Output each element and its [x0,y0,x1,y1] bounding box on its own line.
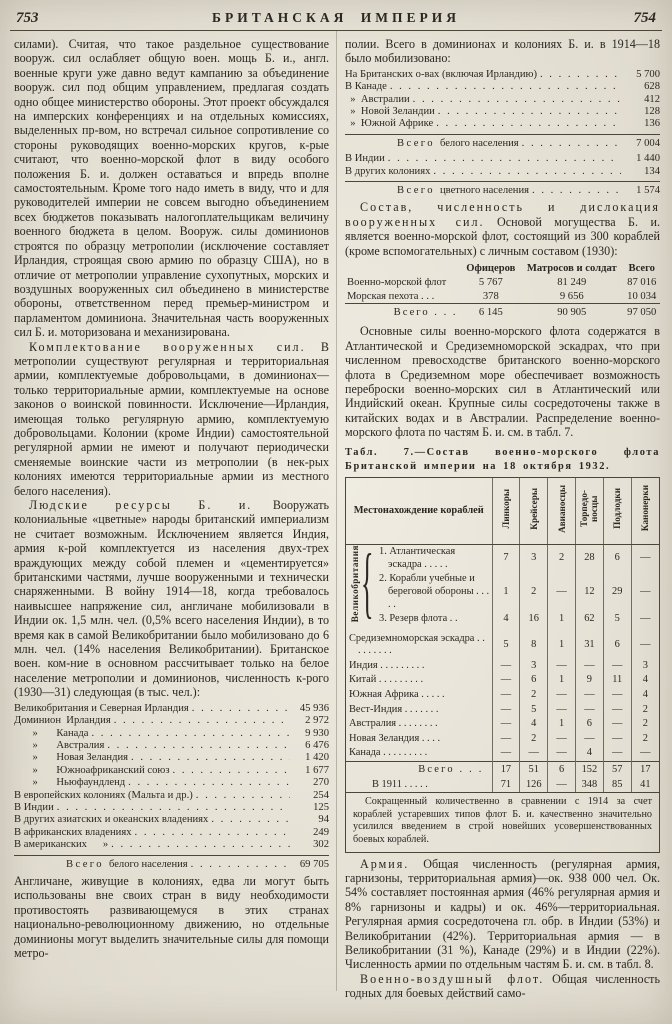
row-value: 94 [318,814,329,826]
cell-value: 10 034 [627,290,657,302]
row-label: » Канада [14,727,89,739]
dot-leader [438,106,621,118]
cell-value: — [575,732,603,747]
dot-leader [388,153,621,165]
mobilization-total-white [345,138,660,150]
table-row [14,777,329,789]
row-value: 302 [313,839,329,851]
table-row [14,728,329,740]
cell-value: 7 [492,545,520,573]
vertical-group-label: Великобритания [350,544,360,623]
cell-value: 348 [575,778,603,793]
dot-leader [128,777,290,789]
dot-leader [111,839,290,851]
paragraph-recruitment [14,340,329,498]
cell-value: 6 [603,545,631,573]
group-label-britain [350,537,374,627]
table-header-row [345,262,660,276]
row-label: В других азиатских и океанских владениях [14,814,209,826]
cell-value: 126 [520,778,548,793]
cell-value: — [603,688,631,703]
dot-leader [433,166,621,178]
total-label-rest: цветного населения [439,185,530,197]
dot-leader [107,740,290,752]
population-table [14,703,329,852]
left-column [14,37,329,1001]
cell-value: 4 [492,612,520,627]
cell-value: 9 656 [559,290,584,302]
total-label [397,185,529,197]
row-label: Великобритания и Северная Ирландия [14,702,189,714]
total-rule [14,855,329,856]
total-rule [345,134,660,135]
section-heading: Военно-воздушный флот. [360,971,545,986]
cell-value: 6 145 [462,304,521,320]
cell-value: 2 [631,732,659,747]
table-row [14,790,329,802]
row-label: » Южной Африке [345,118,434,130]
total-label-spaced: Всего [397,185,435,197]
cell-value: 4 [575,746,603,761]
row-value: 45 936 [299,702,329,714]
row-value: 1 440 [636,153,660,165]
dot-leader [91,728,290,740]
row-label: 3. Резерв флота . . [379,613,458,625]
cell-value: 5 [603,612,631,627]
column-header [548,478,576,545]
cell-value: 85 [603,778,631,793]
column-header [492,478,520,545]
cell-value: 41 [631,778,659,793]
cell-value: — [603,717,631,732]
section-heading: Армия. [360,856,410,871]
paragraph-army [345,857,660,972]
page-title: БРИТАНСКАЯ ИМПЕРИЯ [212,10,460,25]
mobilization-table [345,69,660,131]
row-value: 628 [644,81,660,93]
mobilization-table-colored [345,153,660,178]
corner-cell [345,262,462,276]
cell-value: 81 249 [557,276,587,288]
cell-value: 2 [548,545,576,573]
paragraph-text: Основой могущества Б. и. является военно-морской флот, состоящий из 300 кораблей (кроме вспомогательных) с личным составом (1930): [345,214,660,258]
cell-value: 17 [631,762,659,778]
paragraph-text: В метрополии существуют регулярная и территориальная армии, комплектуемые добровольцами, в доминионах—только территориальные армии, комплектуемые на основе законов о воинской повинности. Исключение—Ирландия, имеющая только регулярную армию, комплектуемую добровольцами. Колонии (кроме Индии) самостоятельной регулярной армии не имеют и получают периодически сменяемые воинские части из метрополии (в нек-рых колониях имеются территориальные армии из местного белого населения). [14,339,329,498]
cell-value: — [492,703,520,718]
cell-value: 8 [520,632,548,659]
vertical-header-text: Крейсеры [528,487,539,530]
cell-value: 1 [548,632,576,659]
table-row [345,276,660,290]
cell-value: 29 [603,572,631,612]
page-number-right: 754 [633,10,656,26]
cell-value: 5 [520,703,548,718]
table-row [346,746,659,761]
cell-value: — [548,688,576,703]
dot-leader [192,703,290,715]
row-label: » Ньюфаундленд [14,777,126,789]
dot-leader [413,94,621,106]
paragraph-composition [345,200,660,258]
table-row [346,612,659,627]
row-label: Китай . . . . . . . . . [349,674,424,686]
row-label: В американских » [14,839,109,851]
cell-value: 57 [603,762,631,778]
cell-value: — [575,688,603,703]
table7-caption: Табл. 7.—Состав военно-морского флота Британской империи на 18 октября 1932. [345,446,660,472]
cell-value: 1 [492,572,520,612]
vertical-header-text: Торпедоносцы [579,490,600,528]
dot-leader [211,814,290,826]
cell-value: — [631,632,659,659]
cell-value: — [575,703,603,718]
cell-value: — [492,732,520,747]
cell-value: 12 [575,572,603,612]
row-label: 2. Корабли учебные и береговой обороны . . . . . [379,573,490,610]
table-row [346,632,659,659]
dot-leader [522,138,621,150]
cell-value: 17 [492,762,520,778]
cell-value: — [492,746,520,761]
total-row [14,859,329,871]
corner-header: Местонахождение кораблей [346,478,492,545]
cell-value: — [492,688,520,703]
total-value: 69 705 [299,858,329,870]
text-columns [0,31,672,1001]
cell-value: — [548,703,576,718]
dot-leader [390,81,621,93]
cell-value: 90 905 [520,304,623,320]
dot-leader [532,185,621,197]
table-row [345,106,660,118]
cell-value: — [492,659,520,674]
column-header [631,478,659,545]
row-value: 6 476 [305,739,329,751]
cell-value: — [492,673,520,688]
table-row [346,717,659,732]
table-row [346,545,659,573]
cell-value: — [631,572,659,612]
table-row [345,81,660,93]
total-value: 1 574 [636,185,660,197]
row-value: 412 [644,93,660,105]
dot-leader [436,118,621,130]
row-value: 1 677 [305,764,329,776]
column-header [603,478,631,545]
total-label-spaced: Всего [66,858,104,870]
cell-value: 152 [575,762,603,778]
row-label: Новая Зеландия . . . . [349,732,441,744]
row-label: Средиземноморская эскадра . . . . . . . . . [349,632,485,657]
cell-value: 378 [482,290,499,302]
column-header: Всего [628,263,655,275]
dot-leader [540,69,621,81]
total-row [345,185,660,197]
paragraph-text: Общая численность (регулярная армия, гарнизоны, территориальная армия)—ок. 938 000 чел. Ок. 54% составляет постоянная армия (46% регулярная армия и 8% гарнизоны и кадры) и ок. 46%—территориальная. Регулярная армия сосредоточена гл. обр. в Индии (53%) и Великобритании (42%). Территориальная армия — в Великобритании (31 %), Канаде (29%) и в Индии (22%). Численность армии по отдельным частям Б. и. см. в табл. 8. [345,856,660,972]
page-header [0,0,672,27]
cell-value: 6 [520,673,548,688]
cell-value: — [603,703,631,718]
table-row [345,153,660,165]
row-value: 125 [313,801,329,813]
navy-personnel-table [345,262,660,320]
cell-value: 2 [520,572,548,612]
row-value: 2 972 [305,715,329,727]
cell-value: 3 [520,545,548,573]
row-label: Канада . . . . . . . . . [349,747,428,759]
row-value: 134 [644,165,660,177]
cell-value: 2 [520,732,548,747]
row-label: » Новая Зеландия [14,752,129,764]
group-brace: { [361,537,374,627]
dot-leader [191,859,290,871]
cell-value: 28 [575,545,603,573]
row-label: В 1911 . . . . . [372,778,428,790]
table-row [346,659,659,674]
table-row [345,118,660,130]
cell-value: 71 [492,778,520,793]
table-row [14,740,329,752]
table-row [346,688,659,703]
population-total [14,859,329,871]
row-label: Австралия . . . . . . . . [349,718,438,730]
paragraph-airforce [345,972,660,1001]
row-label: Вест-Индия . . . . . . . [349,703,439,715]
cell-value: 2 [631,703,659,718]
paragraph-mobilized: полии. Всего в доминионах и колониях Б. и. в 1914—18 было мобилизовано: [345,37,660,66]
cell-value: 97 050 [623,304,660,320]
table-row [14,802,329,814]
dot-leader [131,752,290,764]
cell-value: 4 [631,688,659,703]
total-label [66,859,188,871]
cell-value: 87 016 [627,276,657,288]
row-label: Доминион Ирландия [14,715,111,727]
total-label-spaced: Всего [397,137,435,149]
cell-value: — [492,717,520,732]
cell-value: 31 [575,632,603,659]
total-label: Всего . . . [345,304,462,320]
cell-value: 2 [520,688,548,703]
table-row [14,814,329,826]
right-column [345,37,660,1001]
cell-value: 1 [548,612,576,627]
column-header [520,478,548,545]
column-header: Матросов и солдат [526,263,617,275]
table-row [345,69,660,81]
paragraph-forces: силами). Считая, что такое раздельное существование вооруж. сил ослабляет общую воен. мощь Б. и., англ. военные круги уже давно ведут кампанию за объединение вооруж. сил под общим управлением, предлагая создать одно общее министерство обороны. Этот проект обсуждался на имперских конференциях и на отдельных комиссиях, выделенных пр-вом, но встречал сильное сопротивление со стороны руководящих военно-морских кругов, к-рые считают, что военно-морской флот в виду особого положения Б. и. должен оставаться и впредь вполне самостоятельным. Кроме того надо иметь в виду, что и для руководителей империи не совсем выгодно объединением всех бюджетов показывать налогоплательщикам величину военного бюджета в целом. Вооруж. силы доминионов строятся по образцу метрополии (исключение составляет Ирландия, строящая свою армию по образцу США), но в отличие от метрополии управление сухопутных, морских и воздушных вооруженных сил объединено в министерстве обороны, ответственном перед премьер-министром и парламентом доминиона. Значительная часть вооруженных сил Б. и. моторизована и механизирована. [14,37,329,340]
cell-value: 3 [631,659,659,674]
vertical-header-text: Канонерки [640,485,651,532]
total-row [345,138,660,150]
row-label: » Южноафриканский союз [14,764,170,776]
cell-value: 9 [575,673,603,688]
paragraph-text: Общая численность годных для боевых действий само- [345,971,660,1001]
cell-value: — [548,572,576,612]
cell-value: 11 [603,673,631,688]
row-label: На Британских о-вах (включая Ирландию) [345,68,537,80]
cell-value: 62 [575,612,603,627]
cell-value: 6 [548,762,576,778]
section-heading: Комплектование вооруженных сил. [29,339,306,354]
paragraph-text: Вооружать колониальные «цветные» народы британский империализм не считает возможным. Исключением является Индия, армия к-рой комплектуется из населения двух-трех враждующих между собой племен и «цементируется» британскими частями, лучше вооруженными и технически снаряженными. В войну 1914—18, когда требовалось наивысшее напряжение сил, англичане мобилизовали в Индии ок. 1,5 млн. чел. (0,5% всего населения Индии), в то время как в самой Великобритании было мобилизовано до 6 млн. чел. (14% населения Великобритании). Британское воен. ком-ние в основном рассчитывает только на белое население метрополии и доминионов, численность к-рого (1930—31) следующая (в тыс. чел.): [14,498,329,700]
row-label: » Австралии [345,93,410,105]
row-label: В африканских владениях [14,826,132,838]
dot-leader [57,802,290,814]
fleet-distribution-table [345,477,660,853]
cell-value: 1 [548,673,576,688]
paragraph-manpower [14,498,329,700]
row-value: 136 [644,118,660,130]
cell-value: — [548,778,576,793]
column-header: Офицеров [466,263,516,275]
table-row [346,703,659,718]
vertical-header-text: Подлодки [612,488,623,529]
row-value: 5 700 [636,68,660,80]
row-value: 270 [313,777,329,789]
table-row [346,572,659,612]
row-value: 1 420 [305,752,329,764]
table-row [346,732,659,747]
table-row [14,765,329,777]
row-1911 [346,778,659,793]
dot-leader [135,827,290,839]
row-label: В европейских колониях (Мальта и др.) [14,789,193,801]
cell-value: — [603,732,631,747]
total-label-rest: белого населения [108,858,188,870]
row-label: » Австралия [14,739,105,751]
row-label: Морская пехота . . . [347,290,435,302]
row-value: 254 [313,789,329,801]
cell-value: — [603,659,631,674]
total-label-rest: белого населения [439,137,519,149]
row-label: » Новой Зеландии [345,106,435,118]
table-row [14,827,329,839]
cell-value: 4 [520,717,548,732]
cell-value: 6 [575,717,603,732]
row-value: 249 [313,826,329,838]
row-label: Индия . . . . . . . . . [349,659,425,671]
row-label: 1. Атлантическая эскадра . . . . . [379,546,456,570]
dot-leader [196,790,290,802]
page-number-left: 753 [16,10,39,26]
mobilization-total-colored [345,185,660,197]
row-label: Южная Африка . . . . . [349,689,445,701]
cell-value: — [548,746,576,761]
cell-value: 5 [492,632,520,659]
row-label: В Индии [14,801,54,813]
row-label: В Индии [345,153,385,165]
row-label: В других колониях [345,165,431,177]
table-row [345,94,660,106]
cell-value: 6 [603,632,631,659]
cell-value: — [548,659,576,674]
table7-note: Сокращенный количественно в сравнении с 1914 за счет кораблей устаревших типов флот Б. и. качественно значительно усилился введением в строй новейших усовершенствованных боевых кораблей. [346,792,659,851]
cell-value: 51 [520,762,548,778]
section-heading: Состав, численность и дислокация вооруженных сил. [345,200,660,229]
column-header [575,478,603,545]
paragraph-colonial-english: Англичане, живущие в колониях, едва ли могут быть использованы вне своих стран в виду необходимости противостоять развивающемуся в этих странах национально-революционному движению, но отдельные доминионы могут выделить значительные силы для помощи метро- [14,873,329,960]
table-row [345,290,660,304]
table-row [14,703,329,715]
cell-value: 2 [631,717,659,732]
total-rule [345,181,660,182]
row-value: 128 [644,106,660,118]
total-row [345,304,660,320]
cell-value: — [548,732,576,747]
row-value: 9 930 [305,727,329,739]
table-row [345,166,660,178]
dot-leader [173,765,290,777]
table-header-row [346,478,659,545]
cell-value: 3 [520,659,548,674]
paragraph-main-forces: Основные силы военно-морского флота содержатся в Атлантической и Средиземноморской эскадрах, что при численном превосходстве британского военно-морского флота в Средиземном море обеспечивает возможность переброски военно-морских сил в Атлантический или Индийский океан. Крупные силы сосредоточены также в китайских водах и в Австралии. Распределение военно-морского флота по частям Б. и. см. в табл. 7. [345,324,660,440]
table-row [346,673,659,688]
cell-value: 5 767 [478,276,503,288]
total-row [346,762,659,778]
total-label [397,138,519,150]
cell-value: 16 [520,612,548,627]
vertical-header-text: Линкоры [500,488,511,529]
section-heading: Людские ресурсы Б. и. [29,498,253,512]
cell-value: 1 [548,717,576,732]
table-row [14,752,329,764]
row-label: Военно-морской флот [347,276,447,288]
cell-value: — [631,612,659,627]
table-row [14,839,329,851]
total-label: Всего . . . [346,762,492,778]
row-label: В Канаде [345,81,387,93]
cell-value: — [575,659,603,674]
cell-value: — [603,746,631,761]
cell-value: — [520,746,548,761]
vertical-header-text: Авианосцы [556,484,567,533]
cell-value: 4 [631,673,659,688]
cell-value: — [631,746,659,761]
total-value: 7 004 [636,137,660,149]
table-row [14,715,329,727]
dot-leader [114,715,290,727]
cell-value: — [631,545,659,573]
